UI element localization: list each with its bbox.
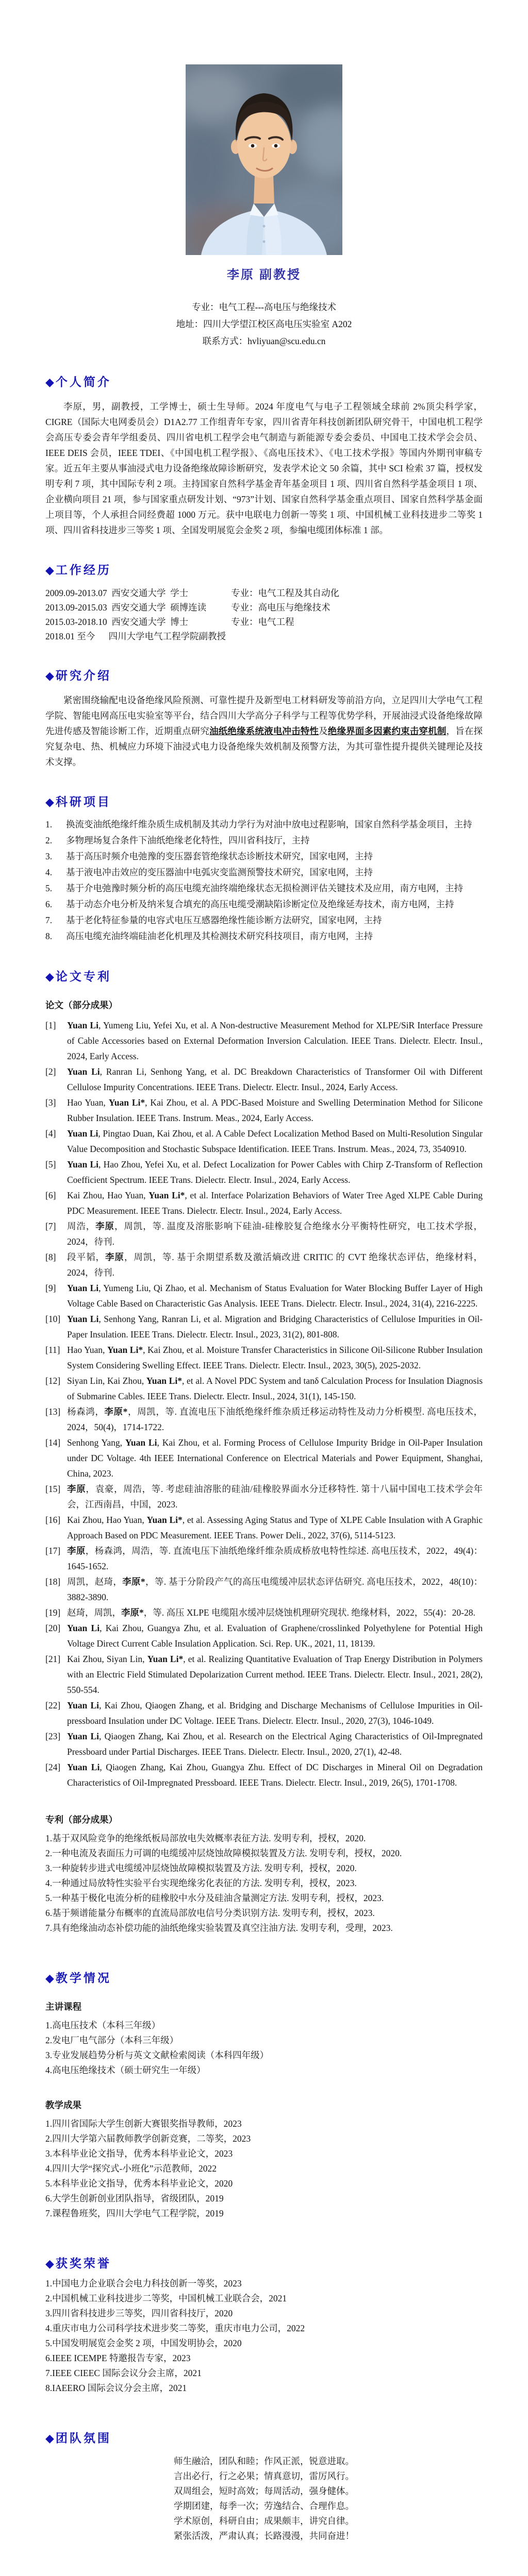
project-number: 4. xyxy=(45,867,53,877)
contact-block xyxy=(45,299,483,350)
paper-text: Kai Zhou, Hao Yuan, Yuan Li*, et al. Interface Polarization Behaviors of Water Tree Aged XLPE Cable During PDC Measurement. IEEE Trans. Dielectr. Electr. Insul., 2024, Early Access. xyxy=(67,1190,483,1216)
diamond-icon: ◆ xyxy=(45,669,54,682)
project-item xyxy=(45,928,483,944)
papers-list xyxy=(45,1018,483,1790)
paper-text: Yuan Li, Hao Zhou, Yefei Xu, et al. Defect Localization for Power Cables with Chirp Z-Transform of Reflection Coefficient Spectrum. IEEE Trans. Dielectr. Electr. Insul., 2024, Early Access. xyxy=(67,1159,483,1185)
bio-paragraph: 李原，男，副教授，工学博士，硕士生导师。2024 年度电气与电子工程领域全球前 2%顶尖科学家，CIGRE（国际大电网委员会）D1A2.77 工作组青年专家，四川省青年科技创新团队研究骨干，中国电机工程学会高压专委会青年学组委员、四川省电机工程学会电气制造与新能源专委会委员、中国电工技术学会会员、IEEE DEIS 会员，IEEE TDEI、《中国电机工程学报》、《高电压技术》、《电工技术学报》等国内外期刊审稿专家。近五年主要从事油浸式电力设备绝缘故障诊断研究，发表学术论文 50 余篇，其中 SCI 检索 37 篇，授权发明专利 7 项，其中国际专利 2 项。主持国家自然科学基金青年基金项目 1 项、四川省自然科学基金项目 1 项、企业横向项目 21 项，参与国家重点研发计划、“973”计划、国家自然科学基金重点项目、国家自然科学基金面上项目等，个人承担合同经费超 1000 万元。获中电联电力创新一等奖 1 项、中国机械工业科技进步二等奖 1 项、四川省科技进步三等奖 1 项、全国发明展览会金奖 2 项，参编电缆团体标准 1 部。 xyxy=(45,401,483,535)
paper-item xyxy=(45,1698,483,1728)
paper-item xyxy=(45,1574,483,1605)
project-number: 6. xyxy=(45,899,53,909)
paper-item xyxy=(45,1342,483,1373)
work-major: 专业：电气工程及其自动化 xyxy=(231,588,339,598)
address-line: 地址：四川大学望江校区高电压实验室 A202 xyxy=(176,319,352,329)
paper-number: [13] xyxy=(45,1406,61,1417)
profile-photo xyxy=(186,64,342,255)
teaching-result-item: 1.四川省国际大学生创新大赛银奖指导教师，2023 xyxy=(45,2119,242,2129)
paper-item xyxy=(45,1404,483,1435)
paper-number: [12] xyxy=(45,1376,61,1386)
paper-text: Yuan Li, Yumeng Liu, Yefei Xu, et al. A Non-destructive Measurement Method for XLPE/SiR Interface Pressure of Cable Accessories based on External Deformation Inversion Calculation. IEEE Trans. Dielectr. Electr. Insul., 2024, Early Access. xyxy=(67,1020,483,1061)
paper-item xyxy=(45,1605,483,1620)
course-item: 1.高电压技术（本科三年级） xyxy=(45,2020,161,2030)
project-item xyxy=(45,833,483,849)
diamond-icon: ◆ xyxy=(45,1972,54,1985)
work-period-school: 2018.01 至今 四川大学电气工程学院副教授 xyxy=(45,631,226,641)
paper-text: 李原，袁豪，周浩，等. 考虑硅油溶胀的硅油/硅橡胶界面水分迁移特性. 第十八届中国电工技术学会年会，江西南昌，中国，2023. xyxy=(67,1484,483,1510)
diamond-icon: ◆ xyxy=(45,564,54,577)
project-item xyxy=(45,896,483,912)
course-item: 4.高电压绝缘技术（硕士研究生一年级） xyxy=(45,2065,206,2075)
paper-item xyxy=(45,1188,483,1218)
awards-list xyxy=(45,2276,483,2396)
paper-number: [23] xyxy=(45,1731,61,1741)
major-line: 专业：电气工程---高电压与绝缘技术 xyxy=(192,302,336,312)
paper-text: 周浩，李原，周凯，等. 温度及溶胀影响下硅油-硅橡胶复合绝缘水分平衡特性研究，电工技术学报，2024，待刊. xyxy=(67,1221,483,1247)
section-title-teaching: 教学情况 xyxy=(55,1972,111,1985)
paper-text: 周凯，赵琦，李原*，等. 基于分阶段产气的高压电缆缓冲层状态评估研究. 高电压技术，2022，48(10)：3882-3890. xyxy=(67,1577,483,1602)
award-item: 6.IEEE ICEMPE 特邀报告专家，2023 xyxy=(45,2353,191,2363)
paper-text: Yuan Li, Yumeng Liu, Qi Zhao, et al. Mechanism of Status Evaluation for Water Blocking Buffer Layer of High Voltage Cable Based on Characteristic Gas Analysis. IEEE Trans. Dielectr. Electr. Insul., 2024, 31(4), 2216-2225. xyxy=(67,1283,483,1309)
paper-text: 李原，杨森鸿，周浩，等. 直流电压下油纸绝缘纤维杂质成桥放电特性综述. 高电压技术，2022，49(4)：1645-1652. xyxy=(67,1546,483,1571)
patent-item: 4.一种通过局放特性实验平台实现绝缘劣化表征的方法. 发明专利，授权，2023. xyxy=(45,1878,357,1888)
paper-item xyxy=(45,1373,483,1404)
paper-number: [16] xyxy=(45,1515,61,1525)
paper-number: [1] xyxy=(45,1020,56,1030)
paper-item xyxy=(45,1311,483,1342)
teaching-result-item: 2.四川大学第六届教师教学创新竞赛，二等奖，2023 xyxy=(45,2133,251,2144)
paper-number: [11] xyxy=(45,1345,60,1355)
work-period-school: 2015.03-2018.10 西安交通大学 博士 xyxy=(45,617,189,627)
work-experience-list xyxy=(45,586,483,643)
section-header-awards xyxy=(45,2254,483,2271)
project-item xyxy=(45,817,483,833)
project-number: 5. xyxy=(45,883,53,893)
course-item: 2.发电厂电气部分（本科三年级） xyxy=(45,2035,179,2045)
team-line: 言出必行，行之必果；情真意切，雷厉风行。 xyxy=(174,2471,354,2481)
research-emphasis: 油纸绝缘系统液电冲击特性 xyxy=(209,726,319,736)
teaching-result-item: 6.大学生创新创业团队指导，省级团队，2019 xyxy=(45,2193,224,2204)
paper-text: Yuan Li, Qiaogen Zhang, Kai Zhou, et al. Research on the Electrical Aging Characteristics of Oil-Impregnated Pressboard under Partial Discharges. IEEE Trans. Dielectr. Electr. Insul., 2020, 27(1), 42-48. xyxy=(67,1731,483,1757)
teaching-result-item: 3.本科毕业论文指导，优秀本科毕业论文，2023 xyxy=(45,2148,233,2159)
paper-text: Yuan Li, Kai Zhou, Qiaogen Zhang, et al. Bridging and Discharge Mechanisms of Cellulose Impurities in Oil-pressboard Insulation under DC Voltage. IEEE Trans. Dielectr. Electr. Insul., 2020, 27(3), 1046-1049. xyxy=(67,1700,483,1726)
research-text: 紧密围绕输配电设备绝缘风险预测、可靠性提升及新型电工材料研发等前沿方向，立足四川大学电气工程学院、智能电网高压电实验室等平台，结合四川大学高分子科学与工程等优势学科，开展油浸式设备绝缘故障先进传感及智能诊断工作，近期重点研究 xyxy=(45,695,483,736)
research-emphasis: 绝缘界面多因素约束击穿机制 xyxy=(327,726,447,736)
patent-item: 7.具有绝缘油动态补偿功能的油纸绝缘实验装置及真空注油方法. 发明专利，受理，2023. xyxy=(45,1923,393,1933)
paper-item xyxy=(45,1512,483,1543)
section-header-teaching xyxy=(45,1969,483,1986)
section-title-research: 研究介绍 xyxy=(55,669,111,682)
award-item: 4.重庆市电力公司科学技术进步奖二等奖，重庆市电力公司，2022 xyxy=(45,2323,305,2333)
award-item: 2.中国机械工业科技进步二等奖，中国机械工业联合会，2021 xyxy=(45,2293,287,2303)
project-text: 基于液电冲击效应的变压器油中电弧灾变监测预警技术研究，国家电网，主持 xyxy=(66,867,373,877)
paper-item xyxy=(45,1759,483,1790)
paper-text: Yuan Li, Senhong Yang, Ranran Li, et al. Migration and Bridging Characteristics of Cellulose Impurities in Oil-Paper Insulation. IEEE Trans. Dielectr. Electr. Insul., 2023, 31(2), 801-808. xyxy=(67,1314,483,1340)
paper-number: [3] xyxy=(45,1097,56,1108)
paper-item xyxy=(45,1218,483,1249)
award-item: 3.四川省科技进步三等奖，四川省科技厅，2020 xyxy=(45,2308,233,2318)
work-period-school: 2009.09-2013.07 西安交通大学 学士 xyxy=(45,588,189,598)
paper-number: [24] xyxy=(45,1762,61,1772)
paper-item xyxy=(45,1018,483,1064)
award-item: 8.IAEERO 国际会议分会主席，2021 xyxy=(45,2383,187,2393)
paper-item xyxy=(45,1543,483,1574)
section-title-team: 团队氛围 xyxy=(55,2432,111,2445)
paper-text: Kai Zhou, Hao Yuan, Yuan Li*, et al. Assessing Aging Status and Type of XLPE Cable Insulation with A Graphic Approach Based on PDC Measurement. IEEE Trans. Power Deli., 2022, 37(6), 5114-5123. xyxy=(67,1515,483,1540)
project-item xyxy=(45,865,483,880)
paper-number: [7] xyxy=(45,1221,56,1231)
paper-item xyxy=(45,1064,483,1095)
paper-item xyxy=(45,1728,483,1759)
diamond-icon: ◆ xyxy=(45,795,54,808)
project-number: 8. xyxy=(45,931,53,941)
paper-text: Hao Yuan, Yuan Li*, Kai Zhou, et al. Moisture Transfer Characteristics in Silicone Oil-Silicone Rubber Insulation System Considering Swelling Effect. IEEE Trans. Dielectr. Electr. Insul., 2023, 30(5), 2025-2032. xyxy=(67,1345,483,1370)
project-text: 基于高压时频介电弛豫的变压器套管绝缘状态诊断技术研究，国家电网，主持 xyxy=(66,851,373,861)
award-item: 5.中国发明展览会金奖 2 项，中国发明协会，2020 xyxy=(45,2338,242,2348)
paper-number: [22] xyxy=(45,1700,61,1710)
research-text: 及 xyxy=(319,726,328,736)
award-item: 1.中国电力企业联合会电力科技创新一等奖，2023 xyxy=(45,2278,242,2289)
paper-text: 段平韬，李原，周凯，等. 基于余期望系数及激活熵改进 CRITIC 的 CVT 绝缘状态评估，绝缘材料，2024，待刊. xyxy=(67,1252,483,1278)
project-text: 高压电缆充油终端硅油老化机理及其检测技术研究科技项目，南方电网，主持 xyxy=(66,931,373,941)
courses-sublabel: 主讲课程 xyxy=(45,2002,81,2012)
project-item xyxy=(45,849,483,865)
award-item: 7.IEEE CIEEC 国际会议分会主席，2021 xyxy=(45,2368,202,2378)
section-header-publications xyxy=(45,967,483,984)
paper-number: [18] xyxy=(45,1577,61,1587)
paper-text: 赵琦，周凯，李原*，等. 高压 XLPE 电缆阻水缓冲层烧蚀机理研究现状. 绝缘材料，2022，55(4)：20-28. xyxy=(67,1607,475,1618)
research-text: ，旨在探究复杂电、热、机械应力环境下油浸式电力设备绝缘失效机制及预警方法，为其可靠性提升提供关键理论及技术支撑。 xyxy=(45,726,483,767)
teaching-result-item: 7.课程鲁班奖，四川大学电气工程学院，2019 xyxy=(45,2208,224,2218)
paper-text: Yuan Li, Kai Zhou, Guangya Zhu, et al. Evaluation of Graphene/crosslinked Polyethylene for Potential High Voltage Direct Current Cable Insulation Application. Sci. Rep. UK., 2021, 11, 18139. xyxy=(67,1623,483,1649)
papers-sublabel: 论文（部分成果） xyxy=(45,1000,118,1010)
paper-item xyxy=(45,1435,483,1481)
faculty-name: 李原 副教授 xyxy=(227,268,301,282)
team-line: 学期团建，每季一次；劳逸结合、合理作息。 xyxy=(174,2501,354,2511)
paper-text: 杨森鸿，李原*，周凯，等. 直流电压下油纸绝缘纤维杂质迁移运动特性及动力分析模型. 高电压技术，2024，50(4)，1714-1722. xyxy=(67,1406,483,1432)
teaching-results-list xyxy=(45,2116,483,2221)
paper-number: [6] xyxy=(45,1190,56,1200)
section-header-research xyxy=(45,666,483,683)
project-text: 基于介电弛豫时频分析的高压电缆充油终端绝缘状态无损检测评估关键技术及应用，南方电网，主持 xyxy=(66,883,463,893)
teaching-result-item: 4.四川大学“探究式-小班化”示范教师，2022 xyxy=(45,2163,217,2174)
team-line: 学术原创，科研自由；成果颇丰，讲究自律。 xyxy=(174,2516,354,2526)
email-line: 联系方式：hvliyuan@scu.edu.cn xyxy=(202,336,326,346)
section-title-awards: 获奖荣誉 xyxy=(55,2257,111,2270)
paper-text: Yuan Li, Ranran Li, Senhong Yang, et al. DC Breakdown Characteristics of Transformer Oil with Different Cellulose Impurity Concentrations. IEEE Trans. Dielectr. Electr. Insul., 2024, Early Access. xyxy=(67,1066,483,1092)
section-title-work: 工作经历 xyxy=(55,564,111,577)
project-number: 2. xyxy=(45,835,53,845)
project-text: 基于动态介电分析及纳米复合填充的高压电缆受潮缺陷诊断定位及绝缘延寿技术，南方电网，主持 xyxy=(66,899,454,909)
team-culture-lines xyxy=(45,2454,483,2544)
section-header-work xyxy=(45,561,483,578)
projects-list xyxy=(45,817,483,944)
courses-list xyxy=(45,2018,483,2078)
paper-item xyxy=(45,1095,483,1126)
team-line: 师生融洽，团队和睦；作风正派，锐意进取。 xyxy=(174,2456,354,2466)
paper-number: [10] xyxy=(45,1314,61,1324)
project-number: 3. xyxy=(45,851,53,861)
project-text: 多物理场复合条件下油纸绝缘老化特性，四川省科技厅，主持 xyxy=(66,835,310,845)
paper-item xyxy=(45,1620,483,1651)
portrait-image xyxy=(186,64,342,255)
section-header-team xyxy=(45,2429,483,2446)
paper-number: [2] xyxy=(45,1066,56,1077)
patent-item: 6.基于频谱能量分布概率的直流局部放电信号分类识别方法. 发明专利，授权，2023. xyxy=(45,1908,375,1918)
section-title-projects: 科研项目 xyxy=(55,795,111,808)
work-period-school: 2013.09-2015.03 西安交通大学 硕博连读 xyxy=(45,602,207,613)
paper-number: [14] xyxy=(45,1437,61,1448)
research-paragraph xyxy=(45,692,483,770)
paper-number: [17] xyxy=(45,1546,61,1556)
paper-number: [21] xyxy=(45,1654,61,1664)
paper-number: [8] xyxy=(45,1252,56,1262)
paper-number: [9] xyxy=(45,1283,56,1293)
project-text: 换流变油纸绝缘纤维杂质生成机制及其动力学行为对油中放电过程影响，国家自然科学基金项目，主持 xyxy=(66,819,472,829)
section-header-projects xyxy=(45,792,483,809)
patent-item: 1.基于双风险竞争的绝缘纸板局部放电失效概率表征方法. 发明专利，授权，2020. xyxy=(45,1833,366,1843)
project-item xyxy=(45,912,483,928)
patents-sublabel: 专利（部分成果） xyxy=(45,1815,118,1825)
section-title-bio: 个人简介 xyxy=(55,376,111,388)
work-major: 专业：电气工程 xyxy=(231,617,294,627)
paper-text: Siyan Lin, Kai Zhou, Yuan Li*, et al. A Novel PDC System and tanδ Calculation Process for Insulation Diagnosis of Submarine Cables. IEEE Trans. Dielectr. Electr. Insul., 2024, 31(1), 145-150. xyxy=(67,1376,483,1401)
paper-text: Yuan Li, Pingtao Duan, Kai Zhou, et al. A Cable Defect Localization Method Based on Multi-Resolution Singular Value Decomposition and Stochastic Subspace Identification. IEEE Trans. Instrum. Meas., 2024, 73, 3540910. xyxy=(67,1128,483,1154)
project-number: 7. xyxy=(45,915,53,925)
project-number: 1. xyxy=(45,819,53,829)
course-item: 3.专业发展趋势分析与英文文献检索阅读（本科四年级） xyxy=(45,2050,269,2060)
team-line: 紧张活泼，严肃认真；长路漫漫，共同奋进！ xyxy=(174,2531,354,2541)
project-item xyxy=(45,880,483,896)
project-text: 基于老化特征参量的电容式电压互感器绝缘性能诊断方法研究，国家电网，主持 xyxy=(66,915,382,925)
paper-item xyxy=(45,1280,483,1311)
paper-number: [19] xyxy=(45,1607,61,1618)
patent-item: 2.一种电流及表面压力可调的电缆缓冲层烧蚀故障模拟装置及方法. 发明专利，授权，2020. xyxy=(45,1848,402,1858)
work-experience-row xyxy=(45,586,483,600)
diamond-icon: ◆ xyxy=(45,970,54,983)
paper-item xyxy=(45,1157,483,1188)
paper-text: Yuan Li, Qiaogen Zhang, Kai Zhou, Guangya Zhu. Effect of DC Discharges in Mineral Oil on Degradation Characteristics of Oil-Impregnated Pressboard. IEEE Trans. Dielectr. Electr. Insul., 2019, 26(5), 1701-1708. xyxy=(67,1762,483,1788)
paper-item xyxy=(45,1651,483,1698)
patents-list xyxy=(45,1831,483,1936)
patent-item: 5.一种基于极化电流分析的硅橡胶中水分及硅油含量测定方法. 发明专利，授权，2023. xyxy=(45,1893,384,1903)
diamond-icon: ◆ xyxy=(45,376,54,388)
paper-item xyxy=(45,1249,483,1280)
teaching-results-sublabel: 教学成果 xyxy=(45,2100,81,2110)
paper-number: [15] xyxy=(45,1484,61,1494)
paper-item xyxy=(45,1481,483,1512)
paper-number: [20] xyxy=(45,1623,61,1633)
paper-number: [5] xyxy=(45,1159,56,1170)
diamond-icon: ◆ xyxy=(45,2432,54,2445)
work-experience-row xyxy=(45,629,483,643)
team-line: 双周组会，短时高效；每周活动，强身健体。 xyxy=(174,2486,354,2496)
work-experience-row xyxy=(45,600,483,615)
diamond-icon: ◆ xyxy=(45,2257,54,2270)
paper-text: Senhong Yang, Yuan Li, Kai Zhou, et al. Forming Process of Cellulose Impurity Bridge in Oil-Paper Insulation under DC Voltage. 4th IEEE International Conference on Electrical Materials and Power Equipment, Shanghai, China, 2023. xyxy=(67,1437,483,1479)
section-header-bio xyxy=(45,372,483,389)
patent-item: 3.一种旋转步进式电缆缓冲层烧蚀故障模拟装置及方法. 发明专利，授权，2020. xyxy=(45,1863,357,1873)
paper-item xyxy=(45,1126,483,1157)
work-experience-row xyxy=(45,615,483,629)
work-major: 专业：高电压与绝缘技术 xyxy=(231,602,331,613)
section-title-publications: 论文专利 xyxy=(55,970,111,983)
teaching-result-item: 5.本科毕业论文指导，优秀本科毕业论文，2020 xyxy=(45,2178,233,2189)
paper-number: [4] xyxy=(45,1128,56,1139)
paper-text: Hao Yuan, Yuan Li*, Kai Zhou, et al. A PDC-Based Moisture and Swelling Determination Method for Silicone Rubber Insulation. IEEE Trans. Instrum. Meas., 2024, Early Access. xyxy=(67,1097,483,1123)
paper-text: Kai Zhou, Siyan Lin, Yuan Li*, et al. Realizing Quantitative Evaluation of Trap Energy Distribution in Polymers with an Electric Field Stimulated Depolarization Current method. IEEE Trans. Dielectr. Electr. Insul., 2021, 28(2), 550-554. xyxy=(67,1654,483,1695)
